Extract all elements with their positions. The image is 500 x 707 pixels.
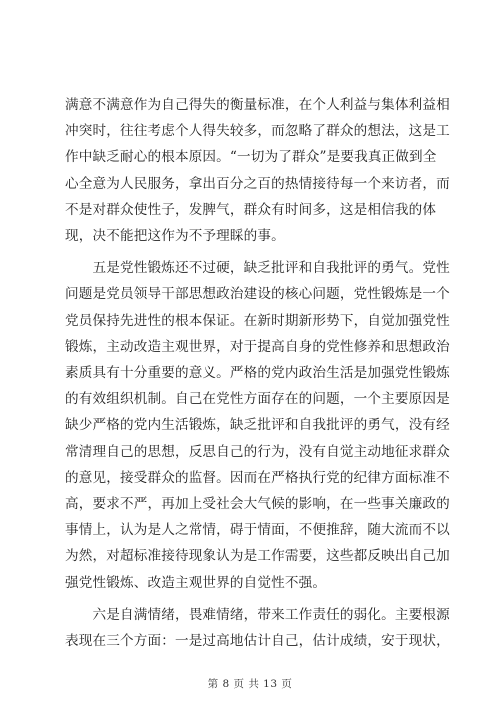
text-line: 六是自满情绪，畏难情绪，带来工作责任的弱化。主要根源 xyxy=(65,606,450,623)
text-line: 为然，对超标准接待现象认为是工作需要，这些都反映出自己加 xyxy=(65,548,450,565)
text-line: 作中缺乏耐心的根本原因。“一切为了群众”是要我真正做到全 xyxy=(65,149,437,166)
text-line: 锻炼，主动改造主观世界，对于提高自身的党性修养和思想政治 xyxy=(65,338,450,355)
page-number-footer: 第 8 页 共 13 页 xyxy=(207,678,293,690)
text-line: 心全意为人民服务，拿出百分之百的热情接待每一个来访者，而 xyxy=(65,175,450,192)
text-line: 的意见，接受群众的监督。因而在严格执行党的纪律方面标准不 xyxy=(65,469,450,486)
text-line: 党员保持先进性的根本保证。在新时期新形势下，自觉加强党性 xyxy=(65,312,450,329)
text-line: 表现在三个方面：一是过高地估计自己，估计成绩，安于现状， xyxy=(65,633,450,650)
paragraph xyxy=(65,602,450,654)
text-line: 冲突时，往往考虑个人得失较多，而忽略了群众的想法，这是工 xyxy=(65,123,450,140)
text-line: 强党性锻炼、改造主观世界的自觉性不强。 xyxy=(65,574,327,591)
text-line: 问题是党员领导干部思想政治建设的核心问题，党性锻炼是一个 xyxy=(65,286,450,303)
text-line: 不是对群众使性子，发脾气，群众有时间多，这是相信我的体 xyxy=(65,201,437,218)
paragraph xyxy=(65,92,450,249)
document-body xyxy=(65,92,450,660)
text-line: 高，要求不严，再加上受社会大气候的影响，在一些事关廉政的 xyxy=(65,496,450,513)
text-line: 常清理自己的思想，反思自己的行为，没有自觉主动地征求群众 xyxy=(65,443,450,460)
paragraph xyxy=(65,255,450,596)
text-line: 的有效组织机制。自己在党性方面存在的问题，一个主要原因是 xyxy=(65,391,450,408)
text-line: 素质具有十分重要的意义。严格的党内政治生活是加强党性锻炼 xyxy=(65,365,450,382)
text-line: 满意不满意作为自己得失的衡量标准，在个人利益与集体利益相 xyxy=(65,97,450,113)
text-line: 缺少严格的党内生活锻炼，缺乏批评和自我批评的勇气，没有经 xyxy=(65,417,450,434)
text-line: 五是党性锻炼还不过硬，缺乏批评和自我批评的勇气。党性 xyxy=(65,260,450,277)
text-line: 现，决不能把这作为不予理睬的事。 xyxy=(65,228,285,245)
text-line: 事情上，认为是人之常情，碍于情面，不便推辞，随大流而不以 xyxy=(65,522,450,539)
